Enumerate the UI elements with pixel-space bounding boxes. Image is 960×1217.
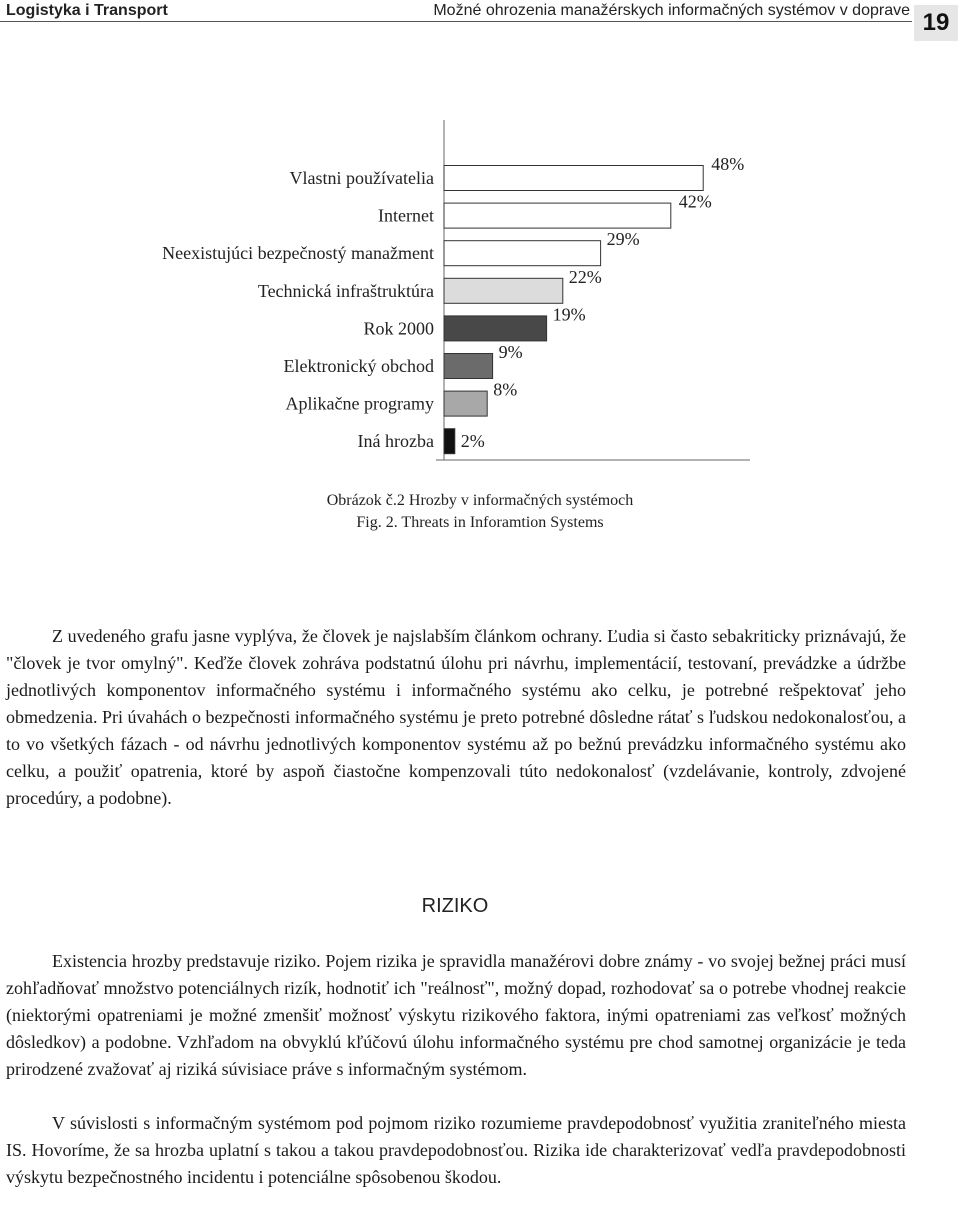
chart-bar — [444, 354, 493, 379]
chart-bar — [444, 316, 547, 341]
chart-bar — [444, 203, 671, 228]
chart-category-label: Neexistujúci bezpečnostý manažment — [162, 243, 434, 264]
running-title: Možné ohrozenia manažérskych informačných systémov v doprave — [433, 2, 910, 19]
chart-value-label: 48% — [711, 154, 745, 174]
header-rule — [0, 21, 912, 22]
chart-category-label: Iná hrozba — [357, 431, 434, 452]
page-header — [0, 0, 960, 40]
journal-name: Logistyka i Transport — [6, 2, 168, 19]
body-paragraph-2: Existencia hrozby predstavuje riziko. Pojem rizika je spravidla manažérovi dobre známy - vo svojej bežnej práci musí zohľadňovať množstvo potenciálnych rizík, hodnotiť ich "reálnosť", možný dopad, rozhodovať sa o potrebe vhodnej reakcie (niektorými opatreniami je možné zmenšiť možnosť výskytu rizikového faktora, inými opatreniami zas veľkosť možných dôsledkov) a podobne. Vzhľadom na obvyklú kľúčovú úlohu informačného systému pre chod samotnej organizácie je teda prirodzené zvažovať aj riziká súvisiace práve s informačným systémom. — [6, 951, 906, 1079]
figure-caption-sk: Obrázok č.2 Hrozby v informačných systémoch — [326, 492, 634, 509]
chart-category-label: Technická infraštruktúra — [257, 280, 434, 301]
page-number: 19 — [914, 5, 958, 41]
body-paragraph-1: Z uvedeného grafu jasne vyplýva, že človek je najslabším článkom ochrany. Ľudia si často sebakriticky priznávajú, že "človek je tvor omylný". Keďže človek zohráva podstatnú úlohu pri návrhu, implementácií, testovaní, prevádzke a údržbe jednotlivých komponentov informačného systému i informačného systému ako celku, je potrebné rešpektovať jeho obmedzenia. Pri úvahách o bezpečnosti informačného systému je preto potrebné dôsledne rátať s ľudskou nedokonalosťou, a to vo všetkých fázach - od návrhu jednotlivých komponentov systému až po bežnú prevádzku informačného systému ako celku, a použiť opatrenia, ktoré by aspoň čiastočne kompenzovali túto nedokonalosť (vzdelávanie, kontroly, zdvojené procedúry, a podobne). — [6, 626, 906, 808]
body-paragraph-3: V súvislosti s informačným systémom pod pojmom riziko rozumieme pravdepodobnosť využitia zraniteľného miesta IS. Hovoríme, že sa hrozba uplatní s takou a takou pravdepodobnosťou. Rizika ide charakterizovať vedľa pravdepodobnosti výskytu bezpečnostného incidentu i potenciálne spôsobenou škodou. — [6, 1113, 906, 1187]
chart-value-label: 2% — [460, 431, 485, 452]
chart-category-label: Vlastni používatelia — [289, 168, 434, 188]
chart-category-label: Internet — [378, 205, 434, 226]
chart-category-label: Elektronický obchod — [283, 356, 434, 376]
chart-bar — [444, 429, 455, 454]
threats-bar-chart — [0, 120, 960, 470]
chart-category-label: Aplikačne programy — [285, 393, 434, 414]
chart-value-label: 8% — [493, 379, 518, 400]
chart-value-label: 42% — [678, 191, 712, 212]
chart-bar — [444, 391, 487, 416]
chart-bar — [444, 241, 601, 266]
chart-category-label: Rok 2000 — [363, 318, 434, 339]
chart-value-label: 19% — [552, 304, 586, 325]
chart-bar — [444, 166, 703, 191]
chart-value-label: 22% — [568, 266, 602, 287]
chart-value-label: 29% — [606, 229, 640, 250]
chart-bar — [444, 278, 563, 303]
chart-value-label: 9% — [498, 342, 523, 362]
section-title: RIZIKO — [421, 895, 489, 917]
figure-caption-en: Fig. 2. Threats in Inforamtion Systems — [356, 514, 604, 531]
